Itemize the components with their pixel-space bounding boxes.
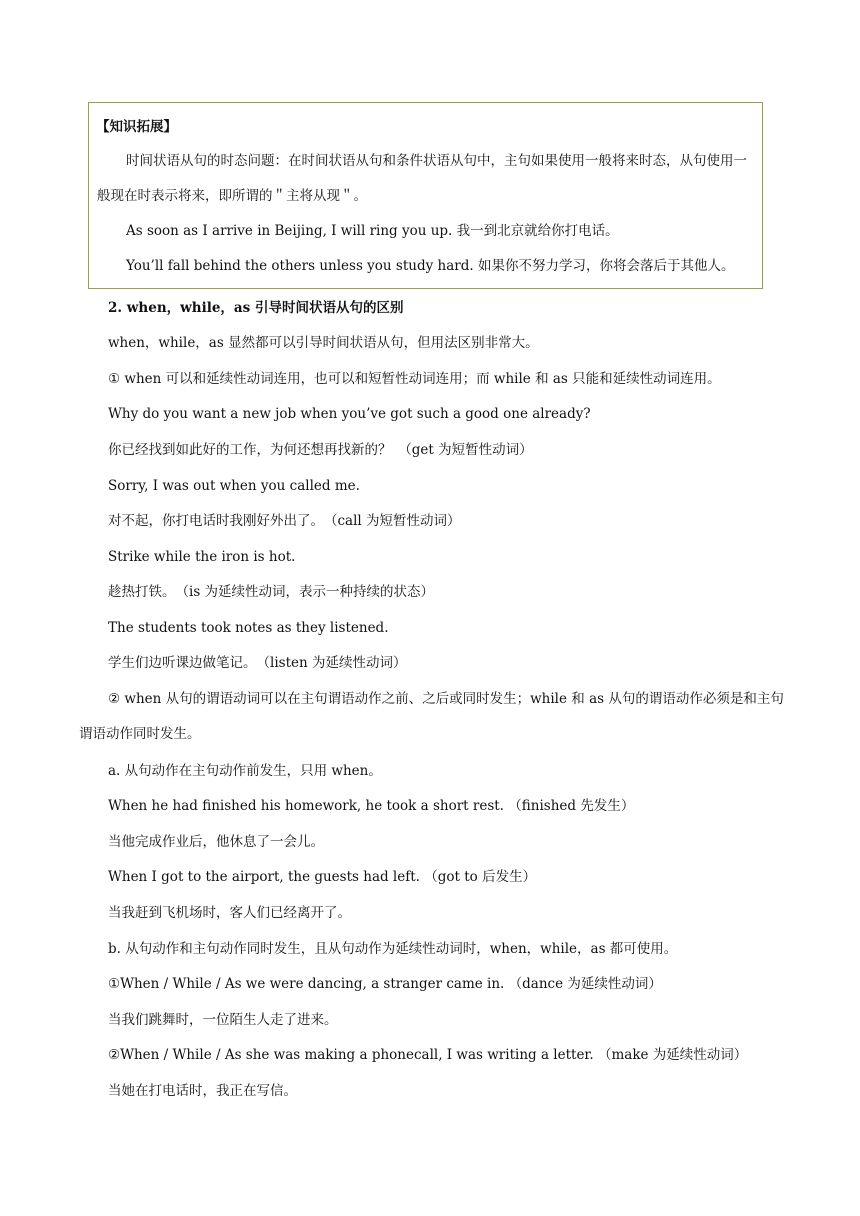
example-1-english: Why do you want a new job when you’ve got such a good one already?	[108, 406, 591, 422]
knowledge-box-heading: 【知识拓展】	[96, 119, 177, 135]
sub-rule-a: a. 从句动作在主句动作前发生，只用 when。	[108, 763, 382, 779]
rule-1: ① when 可以和延续性动词连用，也可以和短暂性动词连用；而 while 和 as 只能和延续性动词连用。	[108, 371, 721, 387]
knowledge-box-example-2: You’ll fall behind the others unless you study hard. 如果你不努力学习，你将会落后于其他人。	[126, 258, 735, 274]
example-4-english: The students took notes as they listened.	[108, 620, 389, 636]
example-8-chinese: 当她在打电话时，我正在写信。	[108, 1083, 297, 1099]
example-3-chinese: 趁热打铁。 （is 为延续性动词，表示一种持续的状态）	[108, 584, 435, 600]
rule-2: ② when 从句的谓语动词可以在主句谓语动作之前、之后或同时发生；while 和 as 从句的谓语动作必须是和主句谓语动作同时发生。	[79, 691, 784, 742]
example-1-chinese: 你已经找到如此好的工作，为何还想再找新的？ （get 为短暂性动词）	[108, 442, 533, 458]
example-4-chinese: 学生们边听课边做笔记。 （listen 为延续性动词）	[108, 655, 407, 671]
knowledge-box-example-1: As soon as I arrive in Beijing, I will ring you up. 我一到北京就给你打电话。	[126, 223, 619, 239]
example-6-chinese: 当我赶到飞机场时，客人们已经离开了。	[108, 905, 351, 921]
example-5-english: When he had finished his homework, he took a short rest. （finished 先发生）	[108, 798, 635, 814]
section-title: 2. when，while，as 引导时间状语从句的区别	[108, 300, 404, 316]
example-7-english: ①When / While / As we were dancing, a stranger came in. （dance 为延续性动词）	[108, 976, 662, 992]
example-7-chinese: 当我们跳舞时，一位陌生人走了进来。	[108, 1012, 338, 1028]
example-5-chinese: 当他完成作业后，他休息了一会儿。	[108, 834, 324, 850]
example-2-chinese: 对不起，你打电话时我刚好外出了。 （call 为短暂性动词）	[108, 513, 461, 529]
knowledge-box-paragraph: 时间状语从句的时态问题：在时间状语从句和条件状语从句中，主句如果使用一般将来时态，从句使用一般现在时表示将来，即所谓的＂主将从现＂。	[97, 153, 747, 204]
example-6-english: When I got to the airport, the guests had left. （got to 后发生）	[108, 869, 537, 885]
example-8-english: ②When / While / As she was making a phonecall, I was writing a letter. （make 为延续性动词）	[108, 1047, 748, 1063]
section-intro: when，while，as 显然都可以引导时间状语从句，但用法区别非常大。	[108, 335, 539, 351]
sub-rule-b: b. 从句动作和主句动作同时发生，且从句动作为延续性动词时，when，while，as 都可使用。	[108, 941, 678, 957]
example-2-english: Sorry, I was out when you called me.	[108, 478, 360, 494]
example-3-english: Strike while the iron is hot.	[108, 549, 296, 565]
